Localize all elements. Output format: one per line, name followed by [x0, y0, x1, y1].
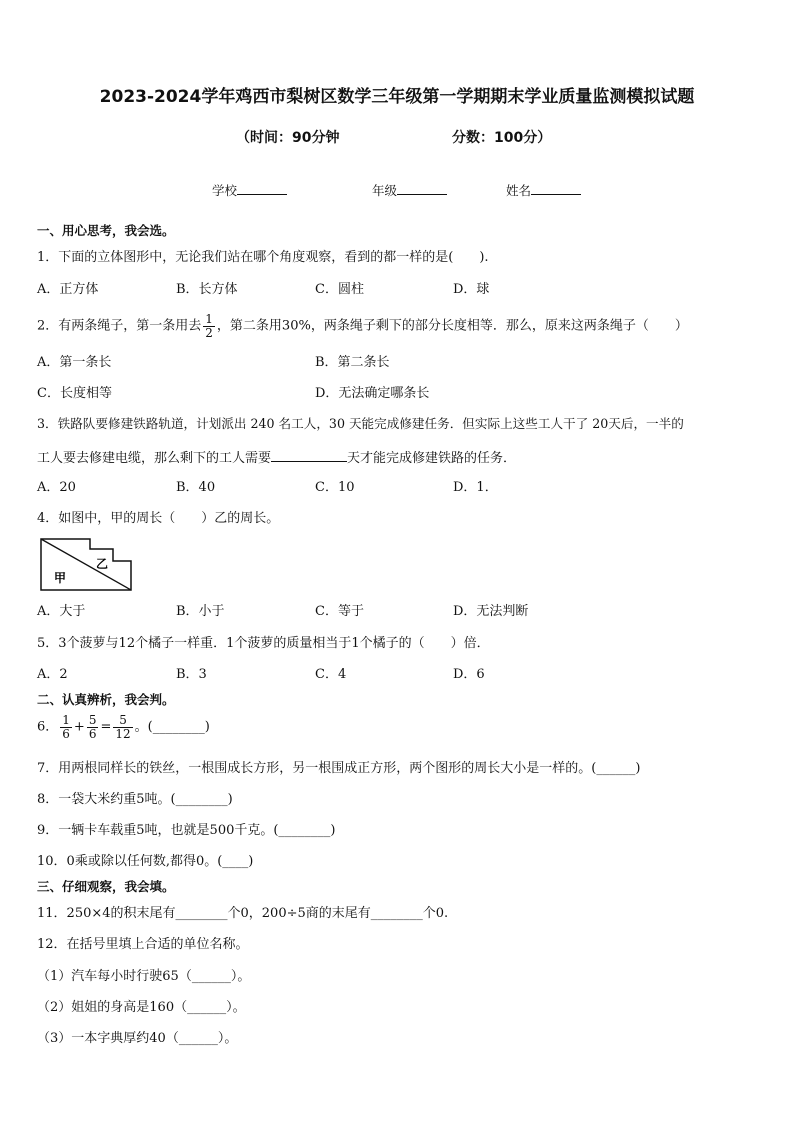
question-9: 9．一辆卡车载重5吨，也就是500千克。(________) [37, 823, 336, 838]
q3-option-b[interactable]: B．40 [176, 480, 216, 495]
school-blank[interactable] [237, 182, 287, 195]
q2-text-pre: 2．有两条绳子，第一条用去 [37, 318, 202, 334]
q4-option-b[interactable]: B．小于 [176, 604, 225, 619]
name-blank[interactable] [531, 182, 581, 195]
q2-fraction [203, 313, 215, 339]
q5-option-d[interactable]: D．6 [453, 667, 485, 682]
q2-frac-num: 1 [205, 312, 213, 326]
name-label: 姓名 [506, 183, 532, 198]
q1-option-a[interactable]: A．正方体 [37, 282, 99, 297]
question-4: 4．如图中，甲的周长（ ）乙的周长。 [37, 511, 280, 526]
q3-text-pre: 工人要去修建电缆，那么剩下的工人需要 [37, 451, 272, 466]
page-title: 2023-2024学年鸡西市梨树区数学三年级第一学期期末学业质量监测模拟试题 [99, 87, 695, 107]
q4-option-d[interactable]: D．无法判断 [453, 604, 529, 619]
q12-item-3: （3）一本字典厚约40（______）。 [37, 1031, 238, 1046]
grade-blank[interactable] [397, 182, 447, 195]
q2-frac-den: 2 [205, 325, 213, 340]
name-field [506, 182, 581, 198]
q12-item-2: （2）姐姐的身高是160（______）。 [37, 1000, 246, 1015]
q6-f2-den: 6 [88, 726, 97, 741]
q1-option-c[interactable]: C．圆柱 [315, 282, 364, 297]
q6-fraction-2 [87, 714, 99, 740]
q12-item-1: （1）汽车每小时行驶65（______）。 [37, 969, 251, 984]
q2-option-a[interactable]: A．第一条长 [37, 355, 112, 370]
q6-f3-num: 5 [113, 714, 132, 728]
question-8: 8．一袋大米约重5吨。(________) [37, 792, 233, 807]
grade-label: 年级 [372, 183, 398, 198]
question-7: 7．用两根同样长的铁丝，一根围成长方形，另一根围成正方形，两个图形的周长大小是一样的。(______) [37, 761, 641, 776]
q5-option-b[interactable]: B．3 [176, 667, 207, 682]
question-10: 10．0乘或除以任何数,都得0。(____) [37, 854, 254, 869]
q6-f1-num: 1 [62, 713, 70, 727]
q6-fraction-1 [60, 714, 72, 740]
q5-option-c[interactable]: C．4 [315, 667, 347, 682]
question-3-line-2 [37, 449, 516, 465]
q6-f3-den: 12 [115, 726, 131, 741]
section-3-heading: 三、仔细观察，我会填。 [37, 879, 175, 894]
q6-plus: + [73, 719, 85, 735]
q2-option-d[interactable]: D．无法确定哪条长 [315, 386, 430, 401]
school-label: 学校 [212, 183, 238, 198]
school-field [212, 182, 287, 198]
q4-option-c[interactable]: C．等于 [315, 604, 364, 619]
q1-option-b[interactable]: B．长方体 [176, 282, 238, 297]
q3-option-c[interactable]: C．10 [315, 480, 355, 495]
q6-fraction-3 [113, 714, 132, 740]
question-1: 1．下面的立体图形中，无论我们站在哪个角度观察，看到的都一样的是( ). [37, 250, 489, 265]
question-11: 11．250×4的积末尾有________个0，200÷5商的末尾有________个0. [37, 906, 449, 921]
q4-label-yi: 乙 [96, 557, 109, 571]
q4-option-a[interactable]: A．大于 [37, 604, 86, 619]
q6-answer[interactable]: 。(________) [134, 719, 210, 735]
section-2-heading: 二、认真辨析，我会判。 [37, 692, 175, 707]
q6-prefix: 6． [37, 719, 59, 735]
q1-option-d[interactable]: D．球 [453, 282, 490, 297]
question-3-line-1: 3．铁路队要修建铁路轨道，计划派出 240 名工人，30 天能完成修建任务．但实际上这些工人干了 20天后，一半的 [37, 416, 684, 431]
exam-time: （时间：90分钟 [236, 130, 340, 146]
q3-answer-blank[interactable] [271, 449, 347, 462]
q6-equals: = [100, 719, 112, 735]
q6-f1-den: 6 [62, 726, 70, 741]
q3-text-post: 天才能完成修建铁路的任务． [347, 451, 517, 466]
q4-label-jia: 甲 [54, 571, 67, 585]
q2-option-c[interactable]: C．长度相等 [37, 386, 112, 401]
question-5: 5．3个菠萝与12个橘子一样重．1个菠萝的质量相当于1个橘子的（ ）倍． [37, 636, 490, 651]
q5-option-a[interactable]: A．2 [37, 667, 68, 682]
question-12: 12．在括号里填上合适的单位名称。 [37, 937, 249, 952]
exam-score: 分数：100分） [452, 130, 552, 146]
section-1-heading: 一、用心思考，我会选。 [37, 223, 175, 238]
question-6 [37, 714, 210, 740]
q3-option-a[interactable]: A．20 [37, 480, 76, 495]
q2-text-post: ，第二条用30%，两条绳子剩下的部分长度相等．那么，原来这两条绳子（ ） [216, 318, 688, 334]
q3-option-d[interactable]: D．1． [453, 480, 498, 495]
q2-option-b[interactable]: B．第二条长 [315, 355, 390, 370]
grade-field [372, 182, 447, 198]
question-2 [37, 313, 688, 339]
q6-f2-num: 5 [88, 713, 97, 727]
q4-figure [40, 538, 134, 593]
